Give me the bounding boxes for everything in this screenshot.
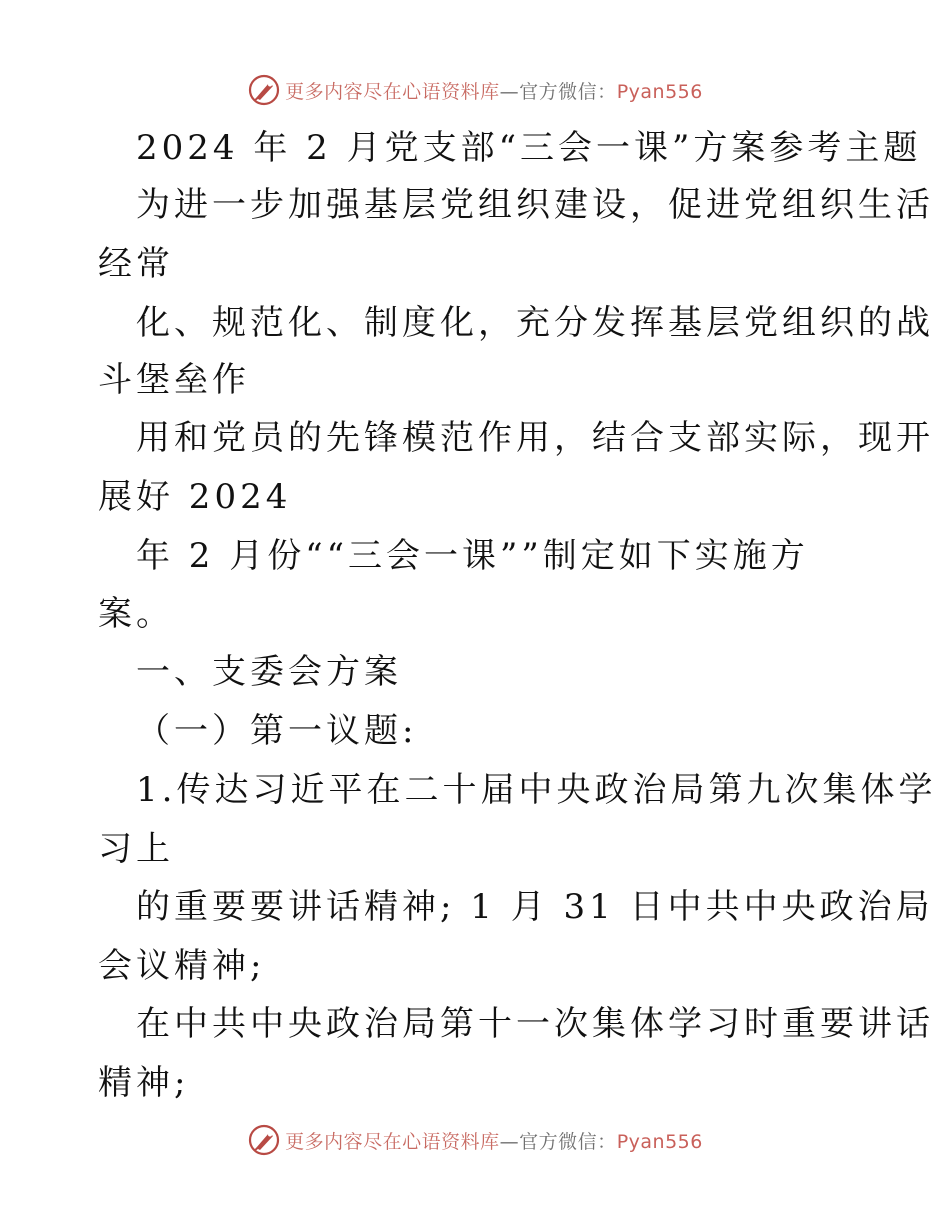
- section-heading: 一、支委会方案: [136, 652, 402, 692]
- wechat-id: Pyan556: [616, 80, 703, 103]
- paragraph-line: 斗堡垒作: [98, 360, 250, 400]
- separator-dash: —: [499, 80, 520, 103]
- paragraph-line: 案。: [98, 594, 174, 634]
- paragraph-line: 经常: [98, 244, 174, 284]
- document-title: 2024 年 2 月党支部“三会一课”方案参考主题: [136, 128, 922, 168]
- site-name: 更多内容尽在心语资料库: [285, 1130, 500, 1153]
- paragraph-line: 年 2 月份““三会一课””制定如下实施方: [136, 536, 809, 576]
- header-watermark-banner: [0, 70, 950, 110]
- pen-nib-logo-icon: [247, 1123, 281, 1157]
- subsection-heading: （一）第一议题:: [136, 711, 418, 751]
- wechat-label: 官方微信：: [519, 1130, 617, 1153]
- paragraph-line: 用和党员的先锋模范作用，结合支部实际，现开: [136, 418, 934, 458]
- pen-nib-logo-icon: [247, 73, 281, 107]
- paragraph-line: 为进一步加强基层党组织建设，促进党组织生活: [136, 185, 934, 225]
- watermark-text: [285, 77, 703, 104]
- paragraph-line: 在中共中央政治局第十一次集体学习时重要讲话: [136, 1004, 934, 1044]
- wechat-id: Pyan556: [616, 1130, 703, 1153]
- wechat-label: 官方微信：: [519, 80, 617, 103]
- paragraph-line: 化、规范化、制度化，充分发挥基层党组织的战: [136, 303, 934, 343]
- paragraph-line: 的重要要讲话精神; 1 月 31 日中共中央政治局: [136, 887, 934, 927]
- paragraph-line: 1.传达习近平在二十届中央政治局第九次集体学: [136, 770, 937, 810]
- paragraph-line: 会议精神;: [98, 946, 266, 986]
- separator-dash: —: [499, 1130, 520, 1153]
- paragraph-line: 习上: [98, 829, 174, 869]
- watermark-text: [285, 1127, 703, 1154]
- footer-watermark-banner: [0, 1120, 950, 1160]
- paragraph-line: 展好 2024: [98, 477, 292, 517]
- site-name: 更多内容尽在心语资料库: [285, 80, 500, 103]
- paragraph-line: 精神;: [98, 1063, 190, 1103]
